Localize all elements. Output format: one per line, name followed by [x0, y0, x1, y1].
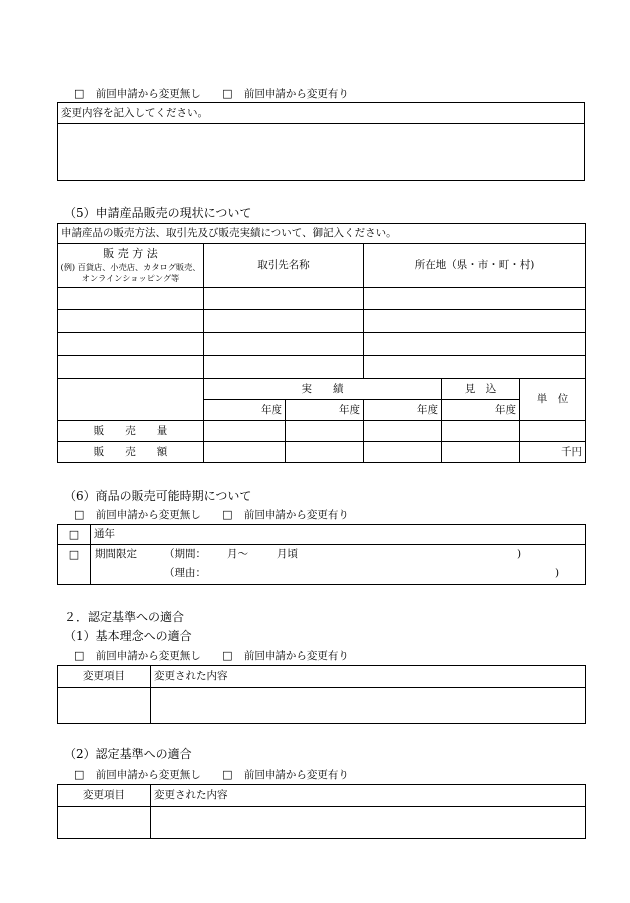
section-6-options — [74, 508, 349, 522]
sales-instruction: 申請産品の販売方法、取引先及び販売実績について、御記入ください。 — [58, 224, 586, 244]
amount-cell[interactable] — [204, 442, 286, 463]
col-change-item: 変更項目 — [58, 666, 151, 688]
checkbox-icon[interactable]: □ — [74, 768, 85, 781]
col-change-content: 変更された内容 — [151, 785, 586, 807]
checkbox-icon[interactable]: □ — [222, 768, 233, 781]
month-to-label: 月頃 — [277, 548, 298, 560]
partner-cell[interactable] — [204, 356, 364, 379]
section-5-heading: （5）申請産品販売の現状について — [64, 206, 252, 220]
reason-label: （理由： — [164, 567, 206, 579]
col-location: 所在地（県・市・町・村) — [364, 244, 586, 288]
checkbox-icon[interactable]: □ — [74, 87, 85, 100]
method-cell[interactable] — [58, 288, 204, 310]
year-label: 年度 — [364, 400, 442, 421]
year-label: 年度 — [286, 400, 364, 421]
sales-period-table — [57, 524, 586, 585]
change-item-field[interactable] — [58, 688, 151, 724]
reason-close: ) — [555, 567, 560, 579]
subsection-1-heading: （1）基本理念への適合 — [64, 629, 192, 643]
subsection-1-options — [74, 649, 349, 663]
change-content-field[interactable] — [58, 124, 585, 181]
checkbox-icon[interactable]: □ — [222, 87, 233, 100]
sales-table — [57, 223, 586, 463]
option-no-change: 前回申請から変更無し — [95, 88, 201, 100]
criteria-table — [57, 784, 586, 839]
month-from-label: 月～ — [227, 548, 248, 560]
section-2-heading: ２．認定基準への適合 — [64, 610, 185, 624]
volume-cell[interactable] — [442, 421, 520, 442]
partner-cell[interactable] — [204, 288, 364, 310]
amount-cell[interactable] — [364, 442, 442, 463]
year-label: 年度 — [204, 400, 286, 421]
sales-method-title: 販 売 方 法 — [103, 247, 158, 261]
col-partner: 取引先名称 — [204, 244, 364, 288]
checkbox-icon[interactable]: □ — [222, 649, 233, 662]
blank-header-cell — [58, 379, 204, 421]
location-cell[interactable] — [364, 288, 586, 310]
volume-cell[interactable] — [204, 421, 286, 442]
option-no-change: 前回申請から変更無し — [95, 769, 201, 781]
table-row — [58, 310, 586, 333]
table-row — [58, 333, 586, 356]
method-cell[interactable] — [58, 310, 204, 333]
option-no-change: 前回申請から変更無し — [95, 650, 201, 662]
col-forecast: 見 込 — [442, 379, 520, 400]
section-6-heading: （6）商品の販売可能時期について — [64, 489, 252, 503]
year-label: 年度 — [442, 400, 520, 421]
checkbox-icon[interactable]: □ — [74, 508, 85, 521]
checkbox-icon[interactable]: □ — [58, 525, 91, 545]
volume-cell[interactable] — [364, 421, 442, 442]
method-cell[interactable] — [58, 356, 204, 379]
limited-label: 期間限定 — [95, 548, 137, 560]
partner-cell[interactable] — [204, 310, 364, 333]
basic-principle-table — [57, 665, 586, 724]
change-item-field[interactable] — [58, 807, 151, 839]
option-change: 前回申請から変更有り — [243, 650, 349, 662]
sales-method-note: (例) 百貨店、小売店、カタログ販売、オンラインショッピング等 — [60, 262, 201, 284]
change-content-field[interactable] — [151, 807, 586, 839]
checkbox-icon[interactable]: □ — [222, 508, 233, 521]
option-limited-period — [91, 545, 586, 585]
location-cell[interactable] — [364, 333, 586, 356]
option-year-round: 通年 — [91, 525, 586, 545]
table-row — [58, 288, 586, 310]
change-content-field[interactable] — [151, 688, 586, 724]
period-close: ) — [517, 548, 522, 560]
change-content-box — [57, 102, 585, 181]
partner-cell[interactable] — [204, 333, 364, 356]
table-row — [58, 356, 586, 379]
top-options — [74, 87, 349, 101]
row-sales-amount: 販 売 額 — [58, 442, 204, 463]
volume-cell[interactable] — [286, 421, 364, 442]
amount-cell[interactable] — [286, 442, 364, 463]
unit-amount: 千円 — [520, 442, 586, 463]
subsection-2-options — [74, 768, 349, 782]
col-sales-method — [58, 244, 204, 288]
col-change-item: 変更項目 — [58, 785, 151, 807]
col-change-content: 変更された内容 — [151, 666, 586, 688]
option-change: 前回申請から変更有り — [243, 88, 349, 100]
unit-cell[interactable] — [520, 421, 586, 442]
checkbox-icon[interactable]: □ — [74, 649, 85, 662]
subsection-2-heading: （2）認定基準への適合 — [64, 747, 192, 761]
row-sales-volume: 販 売 量 — [58, 421, 204, 442]
option-change: 前回申請から変更有り — [243, 769, 349, 781]
option-change: 前回申請から変更有り — [243, 509, 349, 521]
col-actual: 実 績 — [204, 379, 442, 400]
change-content-label: 変更内容を記入してください。 — [58, 103, 585, 124]
col-unit: 単 位 — [520, 379, 586, 421]
checkbox-icon[interactable]: □ — [58, 545, 91, 585]
location-cell[interactable] — [364, 310, 586, 333]
location-cell[interactable] — [364, 356, 586, 379]
period-label: （期間： — [164, 548, 206, 560]
option-no-change: 前回申請から変更無し — [95, 509, 201, 521]
amount-cell[interactable] — [442, 442, 520, 463]
method-cell[interactable] — [58, 333, 204, 356]
